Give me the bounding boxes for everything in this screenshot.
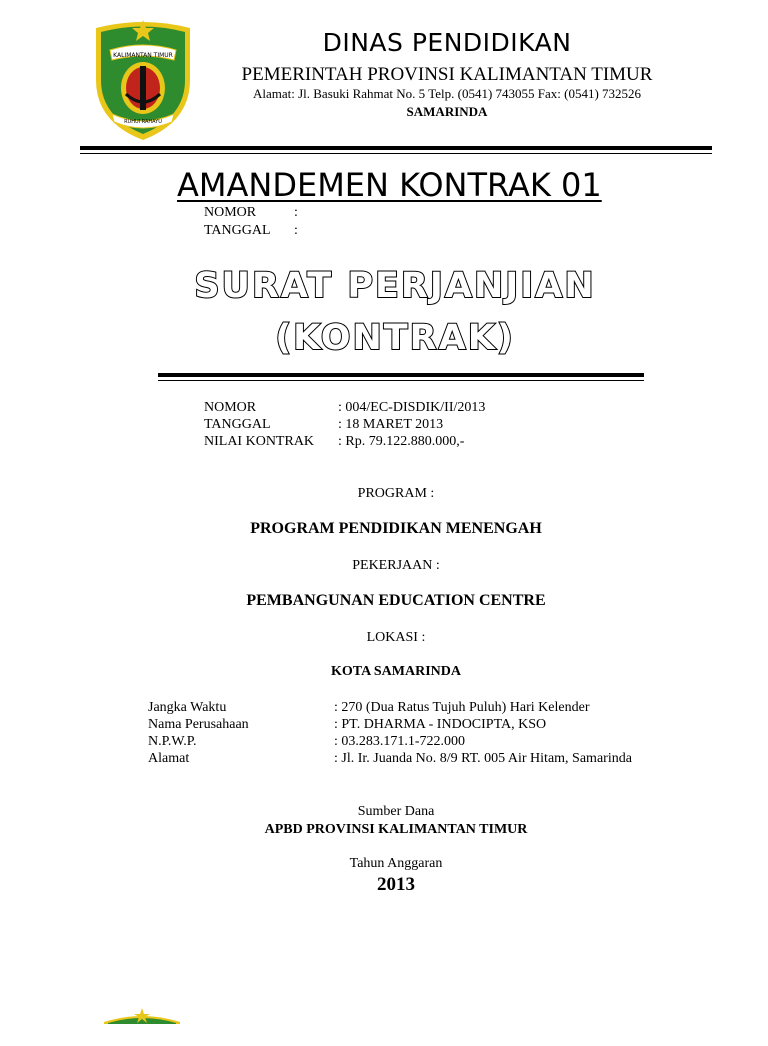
fiscal-year-value: 2013 — [377, 874, 415, 895]
svg-text:KALIMANTAN TIMUR: KALIMANTAN TIMUR — [113, 52, 173, 59]
detail-address-value: : Jl. Ir. Juanda No. 8/9 RT. 005 Air Hitam, Samarinda — [334, 751, 632, 766]
contract-date-row — [204, 417, 443, 433]
agency-address: Alamat: Jl. Basuki Rahmat No. 5 Telp. (0541) 743055 Fax: (0541) 732526 — [252, 86, 642, 101]
detail-address-label: Alamat — [148, 751, 190, 766]
document-headline-sub: (KONTRAK) — [275, 318, 515, 358]
amendment-number-label: NOMOR — [204, 205, 257, 220]
detail-company-label: Nama Perusahaan — [148, 717, 249, 732]
contract-value-value: : Rp. 79.122.880.000,- — [338, 434, 465, 449]
agency-city: SAMARINDA — [406, 104, 488, 119]
amendment-date-label: TANGGAL — [204, 223, 271, 238]
contract-number-value: : 004/EC-DISDIK/II/2013 — [338, 400, 486, 415]
headline-divider-thick — [158, 373, 644, 377]
contract-value-row — [204, 434, 464, 450]
amendment-title: AMANDEMEN KONTRAK 01 — [177, 166, 602, 204]
province-emblem-logo — [88, 14, 198, 142]
contract-number-row — [204, 400, 485, 416]
headline-divider-thin — [158, 380, 644, 381]
funding-value: APBD PROVINSI KALIMANTAN TIMUR — [264, 822, 528, 837]
amendment-date-value: : — [294, 223, 298, 238]
detail-row — [148, 751, 632, 767]
detail-row — [148, 717, 546, 733]
pekerjaan-label: PEKERJAAN : — [352, 558, 440, 573]
program-value: PROGRAM PENDIDIKAN MENENGAH — [250, 520, 542, 537]
contract-value-label: NILAI KONTRAK — [204, 434, 315, 449]
svg-text:RUHUI RAHAYU: RUHUI RAHAYU — [124, 119, 162, 125]
detail-npwp-value: : 03.283.171.1-722.000 — [334, 734, 466, 749]
detail-duration-value: : 270 (Dua Ratus Tujuh Puluh) Hari Kelender — [334, 700, 590, 715]
government-name: PEMERINTAH PROVINSI KALIMANTAN TIMUR — [241, 64, 653, 85]
header-divider-thin — [80, 153, 712, 154]
detail-company-value: : PT. DHARMA - INDOCIPTA, KSO — [334, 717, 547, 732]
detail-row — [148, 700, 589, 716]
emblem-partial-icon — [100, 1006, 184, 1046]
amendment-number-row — [204, 205, 298, 221]
document-headline: SURAT PERJANJIAN — [194, 266, 596, 306]
pekerjaan-value: PEMBANGUNAN EDUCATION CENTRE — [246, 592, 546, 609]
detail-duration-label: Jangka Waktu — [148, 700, 227, 715]
contract-date-value: : 18 MARET 2013 — [338, 417, 444, 432]
amendment-date-row — [204, 223, 298, 239]
contract-number-label: NOMOR — [204, 400, 257, 415]
lokasi-label: LOKASI : — [366, 630, 426, 645]
header-divider-thick — [80, 146, 712, 150]
fiscal-year-label: Tahun Anggaran — [349, 856, 443, 871]
funding-label: Sumber Dana — [357, 804, 435, 819]
agency-name: DINAS PENDIDIKAN — [322, 28, 572, 57]
contract-date-label: TANGGAL — [204, 417, 271, 432]
detail-npwp-label: N.P.W.P. — [148, 734, 197, 749]
detail-row — [148, 734, 465, 750]
lokasi-value: KOTA SAMARINDA — [330, 664, 462, 679]
program-label: PROGRAM : — [357, 486, 435, 501]
amendment-number-value: : — [294, 205, 298, 220]
